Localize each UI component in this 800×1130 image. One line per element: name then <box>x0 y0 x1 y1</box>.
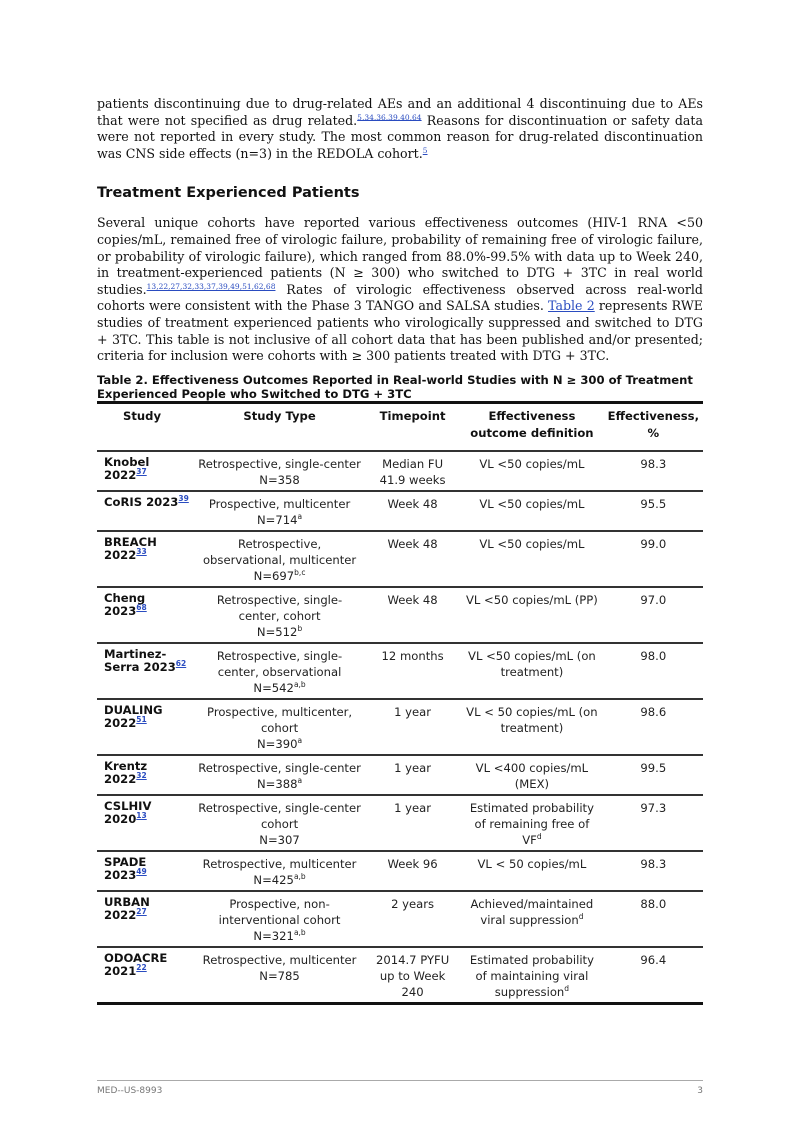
ref-link[interactable]: 37 <box>136 466 147 476</box>
cell-timepoint: 1 year <box>394 704 432 719</box>
footnote-mark: a <box>297 511 303 521</box>
sample-size: N=388 <box>256 776 298 791</box>
sample-size: N=307 <box>259 832 300 847</box>
outcome-definition: Estimated probability of remaining free of VF <box>469 800 594 847</box>
cell-study <box>97 531 194 587</box>
cell-timepoint: Week 48 <box>387 592 438 607</box>
cell-effectiveness: 98.3 <box>640 856 667 871</box>
section-text-2: Rates of virologic effectiveness observed across real-world cohorts were consistent with the Phase 3 TANGO and SALSA studies. <box>97 281 703 314</box>
cell-study <box>97 643 194 699</box>
table-body <box>97 451 703 1004</box>
outcome-definition: VL <50 copies/mL <box>479 456 585 471</box>
footnote-mark: a,b <box>293 679 306 689</box>
cell-outcome-definition <box>460 491 604 531</box>
study-type: Retrospective, multicenter <box>202 856 357 871</box>
study-type: Retrospective, single-center, observational <box>216 648 343 679</box>
cell-outcome-definition <box>460 643 604 699</box>
sample-size: N=425 <box>253 872 294 887</box>
cell-timepoint: 2014.7 PYFU up to Week 240 <box>375 952 450 999</box>
cell-study <box>97 795 194 851</box>
cell-outcome-definition <box>460 451 604 491</box>
outcome-definition: VL < 50 copies/mL <box>477 856 587 871</box>
header-timepoint: Timepoint <box>379 408 446 423</box>
footnote-mark: d <box>578 911 584 921</box>
study-name: SPADE 2023 <box>104 854 147 882</box>
cell-study <box>97 451 194 491</box>
cell-study-type <box>194 891 365 947</box>
cell-outcome-definition <box>460 851 604 891</box>
cell-study-type <box>194 531 365 587</box>
cell-study-type <box>194 947 365 1004</box>
cell-study-type <box>194 643 365 699</box>
cell-study <box>97 851 194 891</box>
cell-timepoint: Week 96 <box>387 856 438 871</box>
cell-study <box>97 891 194 947</box>
sample-size: N=358 <box>259 472 300 487</box>
intro-paragraph <box>97 96 703 162</box>
ref-link[interactable]: 68 <box>136 602 147 612</box>
sample-size: N=512 <box>256 624 298 639</box>
cell-effectiveness: 95.5 <box>640 496 667 511</box>
table-row <box>97 491 703 531</box>
cell-effectiveness: 97.0 <box>640 592 667 607</box>
table-header-row <box>97 402 703 451</box>
outcome-definition: VL < 50 copies/mL (on treatment) <box>466 704 598 735</box>
outcome-definition: Achieved/maintained viral suppression <box>470 896 594 927</box>
footnote-mark: b,c <box>294 567 306 577</box>
cell-timepoint: Median FU 41.9 weeks <box>379 456 446 487</box>
page-footer <box>97 1080 703 1096</box>
cell-study-type <box>194 699 365 755</box>
study-type: Prospective, non-interventional cohort <box>218 896 341 927</box>
outcome-definition: Estimated probability of maintaining viral suppression <box>469 952 594 999</box>
study-type: Retrospective, observational, multicenter <box>202 536 357 567</box>
table-row <box>97 755 703 795</box>
cell-timepoint: Week 48 <box>387 536 438 551</box>
outcome-definition: VL <50 copies/mL (PP) <box>465 592 598 607</box>
outcome-definition: VL <50 copies/mL (on treatment) <box>468 648 596 679</box>
cell-effectiveness: 99.5 <box>640 760 667 775</box>
ref-link[interactable]: 62 <box>175 658 187 668</box>
study-name: Knobel 2022 <box>104 454 150 482</box>
sample-size: N=321 <box>253 928 294 943</box>
cell-outcome-definition <box>460 891 604 947</box>
table-row <box>97 451 703 491</box>
study-name: URBAN 2022 <box>104 894 150 922</box>
sample-size: N=697 <box>253 568 295 583</box>
table-row <box>97 947 703 1004</box>
cell-effectiveness: 88.0 <box>640 896 667 911</box>
table-row <box>97 891 703 947</box>
header-outcome-definition: Effectiveness outcome definition <box>470 408 594 440</box>
cell-effectiveness: 97.3 <box>640 800 667 815</box>
section-text-3: represents RWE studies of treatment experienced patients who virologically suppressed and switched to DTG + 3TC. This table is not inclusive of all cohort data that has been published and/or presented; criteria for inclusion were cohorts with ≥ 300 patients treated with DTG + 3TC. <box>97 298 703 364</box>
cell-outcome-definition <box>460 587 604 643</box>
page-content <box>97 96 703 1005</box>
ref-link[interactable]: 51 <box>136 714 147 724</box>
table-2-link[interactable]: Table 2 <box>548 298 595 314</box>
cell-study-type <box>194 755 365 795</box>
intro-text: patients discontinuing due to drug-related AEs and an additional 4 discontinuing due to AEs that were not specified as drug related. <box>97 96 703 128</box>
cell-outcome-definition <box>460 531 604 587</box>
ref-link[interactable]: 27 <box>136 906 147 916</box>
outcome-definition: VL <50 copies/mL <box>479 496 585 511</box>
cell-outcome-definition <box>460 795 604 851</box>
study-type: Prospective, multicenter, cohort <box>207 704 353 735</box>
footnote-mark: a,b <box>293 871 306 881</box>
cell-effectiveness: 96.4 <box>640 952 667 967</box>
footnote-mark: d <box>564 983 570 993</box>
study-type: Retrospective, single-center, cohort <box>216 592 343 623</box>
ref-link[interactable]: 49 <box>136 866 147 876</box>
cell-study-type <box>194 491 365 531</box>
study-type: Retrospective, single-center <box>198 760 361 775</box>
study-name: ODOACRE 2021 <box>104 950 168 978</box>
cell-timepoint: 1 year <box>394 800 432 815</box>
study-type: Prospective, multicenter <box>208 496 351 511</box>
study-name: Cheng 2023 <box>104 590 146 618</box>
ref-link[interactable]: 39 <box>178 493 189 503</box>
table-row <box>97 851 703 891</box>
section-text: Several unique cohorts have reported various effectiveness outcomes (HIV-1 RNA <50 copies/mL, remained free of virologic failure, probability of remaining free of virologic failure, or probability of virologic failure), which ranged from 88.0%-99.5% with data up to Week 240, in treatment-experienced patients (N ≥ 300) who switched to DTG + 3TC in real world studies. <box>97 215 703 297</box>
ref-link[interactable]: 32 <box>136 770 147 780</box>
ref-link[interactable]: 22 <box>136 962 147 972</box>
cell-study-type <box>194 795 365 851</box>
cell-effectiveness: 98.3 <box>640 456 667 471</box>
cell-study-type <box>194 851 365 891</box>
intro-text-2: Reasons for discontinuation or safety data were not reported in every study. The most common reason for drug-related discontinuation was CNS side effects (n=3) in the REDOLA cohort. <box>97 112 703 161</box>
outcome-definition: VL <50 copies/mL <box>479 536 585 551</box>
table-row <box>97 587 703 643</box>
cell-outcome-definition <box>460 755 604 795</box>
study-name: Krentz 2022 <box>104 758 148 786</box>
sample-size: N=390 <box>256 736 298 751</box>
cell-outcome-definition <box>460 699 604 755</box>
ref-link[interactable]: 33 <box>136 546 147 556</box>
table-row <box>97 531 703 587</box>
page-number: 3 <box>697 1086 703 1096</box>
footnote-mark: a,b <box>293 927 306 937</box>
study-type: Retrospective, single-center <box>198 456 361 471</box>
table-row <box>97 795 703 851</box>
study-type: Retrospective, single-center cohort <box>198 800 361 831</box>
effectiveness-table <box>97 401 703 1005</box>
study-name: DUALING 2022 <box>104 702 163 730</box>
ref-link[interactable]: 13 <box>136 810 147 820</box>
header-study-type: Study Type <box>243 408 316 423</box>
ref-link[interactable]: 5,34,36,39,40,64 <box>357 112 422 122</box>
ref-link[interactable]: 5 <box>422 145 428 155</box>
section-paragraph <box>97 215 703 364</box>
cell-outcome-definition <box>460 947 604 1004</box>
table-row <box>97 699 703 755</box>
section-heading: Treatment Experienced Patients <box>97 185 360 202</box>
cell-study <box>97 699 194 755</box>
header-study: Study <box>123 408 162 423</box>
sample-size: N=542 <box>253 680 294 695</box>
footnote-mark: a <box>297 775 303 785</box>
cell-study <box>97 947 194 1004</box>
table-row <box>97 643 703 699</box>
cell-timepoint: 12 months <box>381 648 444 663</box>
sample-size: N=785 <box>259 968 300 983</box>
table-caption: Table 2. Effectiveness Outcomes Reported in Real-world Studies with N ≥ 300 of Treatment Experienced People who Switched to DTG + 3TC <box>97 372 693 401</box>
sample-size: N=714 <box>256 512 298 527</box>
header-effectiveness: Effectiveness, % <box>607 408 699 440</box>
study-type: Retrospective, multicenter <box>202 952 357 967</box>
cell-effectiveness: 98.0 <box>640 648 667 663</box>
cell-study <box>97 587 194 643</box>
ref-link[interactable]: 13,22,27,32,33,37,39,49,51,62,68 <box>146 281 276 291</box>
footnote-mark: d <box>536 831 542 841</box>
cell-study-type <box>194 587 365 643</box>
cell-timepoint: 2 years <box>391 896 435 911</box>
cell-timepoint: Week 48 <box>387 496 438 511</box>
study-name: BREACH 2022 <box>104 534 157 562</box>
cell-study-type <box>194 451 365 491</box>
footnote-mark: b <box>297 623 303 633</box>
outcome-definition: VL <400 copies/mL (MEX) <box>475 760 589 791</box>
cell-study <box>97 755 194 795</box>
cell-effectiveness: 99.0 <box>640 536 667 551</box>
cell-effectiveness: 98.6 <box>640 704 667 719</box>
doc-id: MED--US-8993 <box>97 1086 163 1096</box>
cell-study <box>97 491 194 531</box>
study-name: CSLHIV 2020 <box>104 798 152 826</box>
study-name: CoRIS 2023 <box>104 494 179 509</box>
footnote-mark: a <box>297 735 303 745</box>
study-name: Martinez-Serra 2023 <box>104 646 176 674</box>
cell-timepoint: 1 year <box>394 760 432 775</box>
